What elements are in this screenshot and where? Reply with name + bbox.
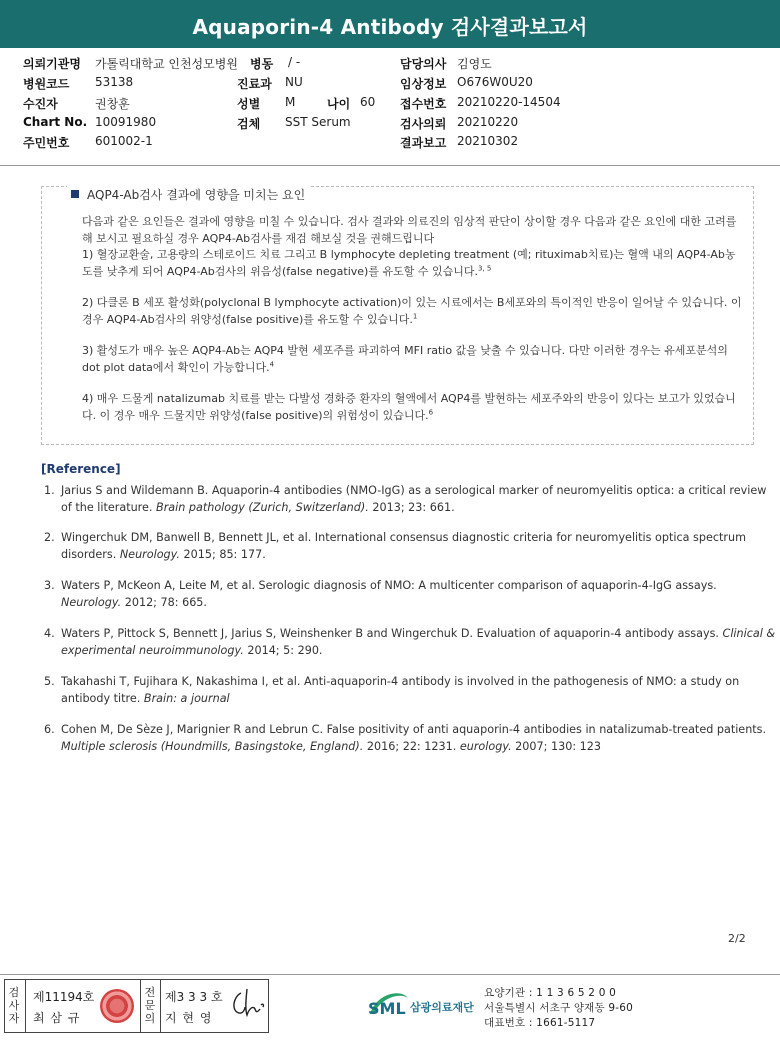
page-number: 2/2 — [728, 932, 746, 945]
sml-logo-icon — [366, 984, 410, 1024]
reference-journal-2: eurology. — [459, 739, 512, 753]
request-date-label: 검사의뢰 — [400, 117, 447, 131]
phone-number: 대표번호 : 1661-5117 — [484, 1017, 596, 1029]
reference-number: 1. — [44, 484, 55, 497]
reference-number: 6. — [44, 723, 55, 736]
sex-value: M — [285, 95, 296, 109]
reviewer-license: 제3 3 3 호 — [165, 990, 223, 1004]
report-date-value: 20210302 — [457, 134, 519, 148]
address: 서울특별시 서초구 양재동 9-60 — [484, 1002, 634, 1014]
official-seal — [100, 989, 134, 1023]
divider — [0, 165, 780, 166]
factor-item-4 — [82, 391, 742, 424]
institution-code: 요양기관 : 1 1 3 6 5 2 0 0 — [484, 987, 616, 999]
reference-tail: 2014; 5: 290. — [243, 643, 323, 657]
svg-text:SML: SML — [368, 999, 406, 1018]
age-value: 60 — [360, 95, 376, 109]
doctor-label: 담당의사 — [400, 57, 447, 71]
reference-item — [44, 674, 776, 707]
reference-heading: [Reference] — [41, 462, 121, 476]
reference-journal: Brain pathology (Zurich, Switzerland). — [156, 500, 369, 514]
reference-text: Waters P, Pittock S, Bennett J, Jarius S, Weinshenker B and Wingerchuk D. Evaluation of aquaporin-4 antibody assays. — [61, 627, 723, 640]
sex-label: 성별 — [237, 97, 261, 111]
factors-title-text: AQP4-Ab검사 결과에 영향을 미치는 요인 — [87, 188, 306, 202]
factor-item-3 — [82, 343, 742, 376]
dept-value: NU — [285, 75, 303, 89]
reference-text: Jarius S and Wildemann B. Aquaporin-4 antibodies (NMO-IgG) as a serological marker of neuromyelitis optica: a critical review of the literature. — [61, 484, 767, 514]
factor-item-2 — [82, 295, 742, 328]
report-date-label: 결과보고 — [400, 136, 447, 150]
report-header — [0, 0, 780, 48]
receipt-no-label: 접수번호 — [400, 97, 447, 111]
reviewer-label: 전문의 — [144, 986, 156, 1025]
resident-id-value: 601002-1 — [95, 134, 153, 148]
reference-journal: Multiple sclerosis (Houndmills, Basingstoke, England). — [61, 739, 364, 753]
reference-text: Wingerchuk DM, Banwell B, Bennett JL, et al. International consensus diagnostic criteria for neuromyelitis optica spectrum disorders. — [61, 531, 746, 561]
footer-divider — [0, 974, 780, 975]
square-bullet-icon — [71, 190, 79, 198]
reference-item — [44, 626, 776, 659]
reference-text: Takahashi T, Fujihara K, Nakashima I, et al. Anti-aquaporin-4 antibody is involved in the pathogenesis of NMO: a study on antibody titre. — [61, 675, 740, 705]
reference-journal: Neurology. — [119, 547, 180, 561]
age-label: 나이 — [327, 97, 351, 111]
reference-item — [44, 483, 776, 516]
patient-label: 수진자 — [23, 97, 58, 111]
factors-title — [67, 186, 309, 203]
chart-no-label: Chart No. — [23, 115, 88, 129]
clinical-info-label: 임상정보 — [400, 77, 447, 91]
patient-value: 권창훈 — [95, 97, 130, 111]
citation-ref: 6 — [428, 407, 434, 416]
citation-ref: 3, 5 — [477, 263, 492, 272]
institution-label: 의뢰기관명 — [23, 57, 81, 71]
reference-text: Waters P, McKeon A, Leite M, et al. Serologic diagnosis of NMO: A multicenter comparison of aquaporin-4-IgG assays. — [61, 579, 717, 592]
factors-intro: 다음과 같은 요인들은 결과에 영향을 미칠 수 있습니다. 검사 결과와 의료진의 임상적 판단이 상이할 경우 다음과 같은 요인에 대한 고려를 해 보시고 필요하실 경우 AQP4-Ab검사를 재검 해보실 것을 권해드립니다 — [82, 215, 737, 245]
resident-id-label: 주민번호 — [23, 136, 70, 150]
chart-no-value: 10091980 — [95, 115, 157, 129]
factor-item-3-text: 3) 활성도가 매우 높은 AQP4-Ab는 AQP4 발현 세포주를 파괴하여 MFI ratio 값을 낮출 수 있습니다. 다만 이러한 경우는 유세포분석의 dot plot data에서 확인이 가능합니다. — [82, 344, 728, 374]
reference-tail: 2015; 85: 177. — [179, 547, 266, 561]
handwritten-signature — [227, 983, 267, 1023]
tester-name: 최 삼 규 — [33, 1011, 81, 1025]
report-title: Aquaporin-4 Antibody 검사결과보고서 — [192, 15, 588, 39]
reference-item — [44, 722, 776, 755]
reference-tail: 2012; 78: 665. — [121, 595, 207, 609]
reference-tail: 2016; 22: 1231. — [363, 739, 460, 753]
tester-label: 검사자 — [8, 986, 20, 1025]
receipt-no-value: 20210220-14504 — [457, 95, 561, 109]
reference-item — [44, 530, 776, 563]
tester-license: 제11194호 — [33, 990, 95, 1004]
factor-item-1 — [82, 247, 742, 280]
clinical-info-value: O676W0U20 — [457, 75, 533, 89]
patient-info-section — [0, 53, 780, 165]
specimen-label: 검체 — [237, 117, 261, 131]
reference-journal: Clinical & experimental neuroimmunology. — [61, 627, 776, 657]
divider — [160, 980, 161, 1032]
request-date-value: 20210220 — [457, 115, 519, 129]
reference-journal: Neurology. — [61, 595, 122, 609]
dept-label: 진료과 — [237, 77, 272, 91]
reference-journal: Brain: a journal — [143, 691, 230, 705]
reference-tail-2: 2007; 130: 123 — [511, 739, 602, 753]
factor-item-2-text: 2) 다클론 B 세포 활성화(polyclonal B lymphocyte activation)이 있는 시료에서는 B세포와의 특이적인 반응이 일어날 수 있습니다. 이 경우 AQP4-Ab검사의 위양성(false positive)를 유도할 수 있습니다. — [82, 296, 742, 326]
signature-box — [4, 979, 269, 1033]
reference-number: 2. — [44, 531, 55, 544]
reference-text: Cohen M, De Sèze J, Marignier R and Lebrun C. False positivity of anti aquaporin-4 antibodies in natalizumab-treated patients. — [61, 723, 767, 736]
reference-item — [44, 578, 776, 611]
factor-item-1-text: 1) 혈장교환술, 고용량의 스테로이드 치료 그리고 B lymphocyte depleting treatment (예; rituximab치료)는 혈액 내의 AQP4-Ab농도를 낮추게 되어 AQP4-Ab검사의 위음성(false negative)를 유도할 수 있습니다. — [82, 248, 736, 278]
reference-number: 3. — [44, 579, 55, 592]
reviewer-name: 지 현 영 — [165, 1011, 213, 1025]
institution-value: 가톨릭대학교 인천성모병원 — [95, 57, 238, 71]
ward-label: 병동 — [250, 57, 274, 71]
citation-ref: 4 — [269, 359, 275, 368]
specimen-value: SST Serum — [285, 115, 351, 129]
foundation-name: 삼광의료재단 — [410, 1001, 474, 1014]
citation-ref: 1 — [412, 311, 418, 320]
reference-number: 4. — [44, 627, 55, 640]
factor-item-4-text: 4) 매우 드물게 natalizumab 치료를 받는 다발성 경화증 환자의 혈액에서 AQP4를 발현하는 세포주와의 반응이 있다는 보고가 있었습니다. 이 경우 매우 드물지만 위양성(false positive)의 위험성이 있습니다. — [82, 392, 736, 422]
reference-tail: 2013; 23: 661. — [368, 500, 455, 514]
hospital-code-value: 53138 — [95, 75, 134, 89]
ward-value: / - — [288, 55, 301, 69]
doctor-value: 김영도 — [457, 57, 492, 71]
reference-number: 5. — [44, 675, 55, 688]
hospital-code-label: 병원코드 — [23, 77, 70, 91]
divider — [25, 980, 26, 1032]
divider — [140, 980, 141, 1032]
